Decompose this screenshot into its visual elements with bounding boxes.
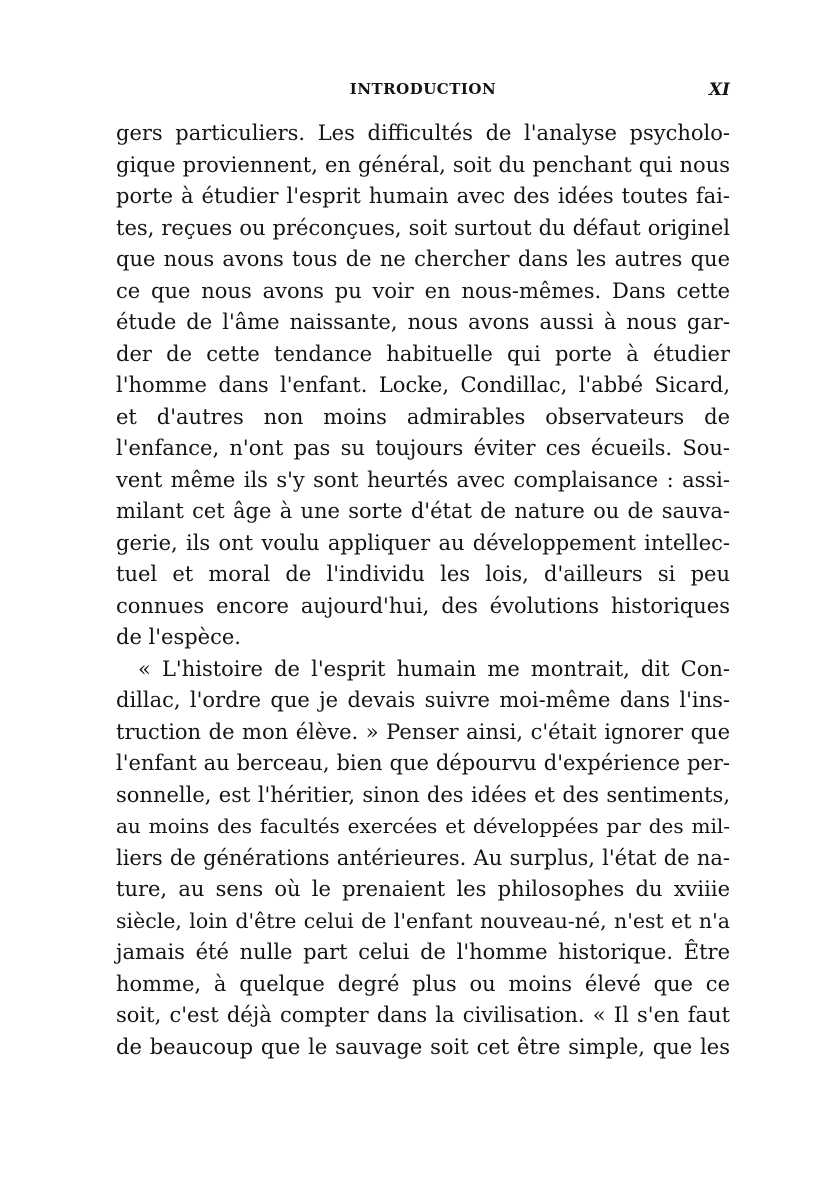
text-line: milant cet âge à une sorte d'état de nature ou de sauva- (116, 499, 730, 523)
text-line: tuel et moral de l'individu les lois, d'ailleurs si peu (116, 562, 730, 586)
text-line: et d'autres non moins admirables observateurs de (116, 404, 730, 429)
running-title: INTRODUCTION (349, 80, 497, 98)
text-line: l'enfance, n'ont pas su toujours éviter ces écueils. Sou- (116, 436, 730, 460)
text-line: connues encore aujourd'hui, des évolutions historiques (116, 593, 730, 618)
text-line: ce que nous avons pu voir en nous-mêmes. Dans cette (116, 278, 730, 303)
text-line: l'enfant au berceau, bien que dépourvu d'expérience per- (116, 751, 730, 775)
text-line: au moins des facultés exercées et développées par des mil- (116, 814, 730, 838)
text-line: de beaucoup que le sauvage soit cet être simple, que les (116, 1034, 730, 1059)
running-head (116, 80, 730, 104)
paragraph-end-line: de l'espèce. (116, 625, 241, 649)
text-line: sonnelle, est l'héritier, sinon des idées et des sentiments, (116, 782, 730, 807)
body-text (116, 118, 730, 1063)
text-line: l'homme dans l'enfant. Locke, Condillac, l'abbé Sicard, (116, 373, 730, 397)
text-line: jamais été nulle part celui de l'homme historique. Être (116, 940, 730, 964)
text-line: que nous avons tous de ne chercher dans les autres que (116, 247, 730, 271)
text-line: vent même ils s'y sont heurtés avec complaisance : assi- (116, 467, 730, 492)
text-line: soit, c'est déjà compter dans la civilisation. « Il s'en faut (116, 1003, 730, 1027)
page-number: XI (708, 80, 730, 100)
text-line: gique proviennent, en général, soit du penchant qui nous (116, 152, 730, 177)
text-line: porte à étudier l'esprit humain avec des idées toutes fai- (116, 184, 730, 208)
text-line: gers particuliers. Les difficultés de l'analyse psycholo- (116, 121, 730, 145)
text-line: der de cette tendance habituelle qui porte à étudier (116, 341, 730, 366)
text-line: gerie, ils ont voulu appliquer au développement intellec- (116, 530, 730, 555)
text-line: étude de l'âme naissante, nous avons aussi à nous gar- (116, 310, 730, 334)
text-line: ture, au sens où le prenaient les philosophes du xviiie (116, 877, 730, 901)
text-line: truction de mon élève. » Penser ainsi, c'était ignorer que (116, 719, 730, 744)
text-line: tes, reçues ou préconçues, soit surtout du défaut originel (116, 215, 730, 240)
text-line: liers de générations antérieures. Au surplus, l'état de na- (116, 845, 730, 870)
text-line: homme, à quelque degré plus ou moins élevé que ce (116, 971, 730, 996)
text-line: dillac, l'ordre que je devais suivre moi-même dans l'ins- (116, 688, 730, 712)
paragraph-start-line: « L'histoire de l'esprit humain me montrait, dit Con- (138, 656, 730, 681)
text-line: siècle, loin d'être celui de l'enfant nouveau-né, n'est et n'a (116, 908, 730, 933)
